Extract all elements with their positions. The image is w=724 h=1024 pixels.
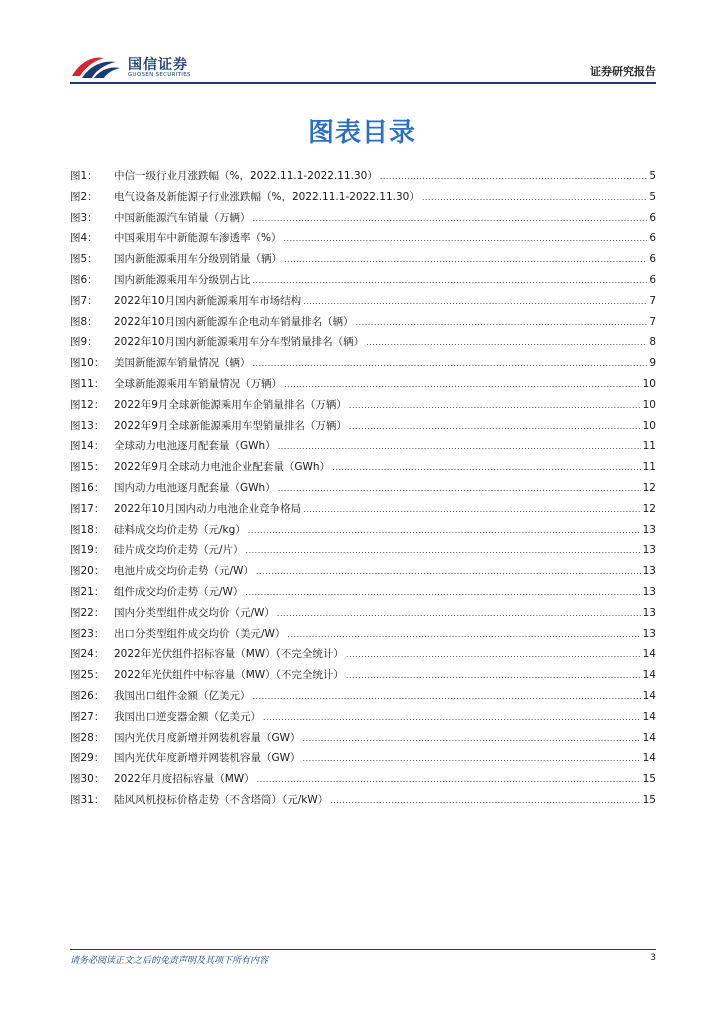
logo-chinese-name: 国信证券	[128, 57, 188, 73]
toc-entry-title: 出口分类型组件成交均价（美元/W）	[114, 627, 286, 640]
toc-leader-dots	[349, 401, 641, 410]
toc-entry-title: 国内分类型组件成交均价（元/W）	[114, 606, 275, 619]
toc-entry-page: 14	[642, 669, 656, 682]
toc-entry-title: 美国新能源车销量情况（辆）	[114, 357, 251, 370]
toc-entry-title: 2022年9月全球动力电池企业配套量（GWh）	[114, 461, 331, 474]
toc-leader-dots	[303, 754, 641, 763]
toc-entry-page: 14	[642, 648, 656, 661]
toc-leader-dots	[332, 463, 641, 472]
footer-disclaimer: 请务必阅读正文之后的免责声明及其项下所有内容	[70, 956, 269, 966]
toc-entry-number: 图30：	[70, 773, 105, 786]
toc-entry-title: 硅料成交均价走势（元/kg）	[114, 523, 246, 536]
toc-entry-page: 15	[642, 773, 656, 786]
toc-entry-page: 9	[649, 357, 656, 370]
toc-entry-title: 中国新能源汽车销量（万辆）	[114, 211, 251, 224]
toc-entry-title: 中信一级行业月涨跌幅（%，2022.11.1-2022.11.30）	[114, 170, 378, 182]
toc-entry[interactable]	[70, 501, 656, 522]
toc-entry-title: 全球新能源乘用车销量情况（万辆）	[114, 377, 282, 390]
toc-entry-page: 11	[642, 440, 656, 453]
toc-entry-page: 13	[642, 544, 656, 557]
toc-entry-number: 图15：	[70, 461, 105, 474]
toc-leader-dots	[349, 422, 641, 431]
logo-english-name: GUOSEN SECURITIES	[128, 72, 191, 78]
page-header	[70, 48, 656, 84]
toc-leader-dots	[366, 338, 647, 347]
guosen-logo	[70, 48, 210, 84]
toc-entry-page: 10	[642, 377, 656, 390]
toc-entry-number: 图6：	[70, 273, 98, 286]
toc-entry[interactable]	[70, 230, 656, 251]
toc-entry-number: 图17：	[70, 502, 105, 515]
toc-leader-dots	[346, 650, 641, 659]
toc-entry-number: 图26：	[70, 689, 105, 702]
toc-entry-page: 10	[642, 419, 656, 432]
toc-entry-number: 图3：	[70, 211, 98, 224]
toc-entry[interactable]	[70, 792, 656, 813]
toc-leader-dots	[253, 276, 648, 285]
toc-entry-number: 图12：	[70, 398, 105, 411]
toc-entry-title: 电气设备及新能源子行业涨跌幅（%，2022.11.1-2022.11.30）	[114, 190, 420, 203]
toc-entry-number: 图7：	[70, 294, 98, 307]
toc-entry-number: 图28：	[70, 731, 105, 744]
toc-entry-page: 7	[649, 315, 656, 328]
toc-entry[interactable]	[70, 730, 656, 751]
toc-entry-number: 图5：	[70, 253, 98, 266]
toc-entry-page: 14	[642, 731, 656, 744]
toc-entry[interactable]	[70, 542, 656, 563]
toc-leader-dots	[248, 526, 641, 535]
toc-entry-number: 图23：	[70, 627, 105, 640]
toc-entry[interactable]	[70, 459, 656, 480]
toc-leader-dots	[246, 546, 641, 555]
toc-entry-title: 2022年10月国内新能源车企电动车销量排名（辆）	[114, 315, 354, 328]
toc-entry-title: 全球动力电池逐月配套量（GWh）	[114, 440, 276, 453]
toc-leader-dots	[380, 172, 647, 181]
toc-entry[interactable]	[70, 584, 656, 605]
toc-entry-page: 6	[649, 253, 656, 266]
toc-leader-dots	[277, 609, 641, 618]
toc-entry-page: 14	[642, 710, 656, 723]
toc-entry-title: 我国出口组件金额（亿美元）	[114, 689, 251, 702]
toc-entry-number: 图18：	[70, 523, 105, 536]
toc-leader-dots	[356, 318, 648, 327]
toc-entry-title: 2022年月度招标容量（MW）	[114, 773, 255, 786]
toc-entry[interactable]	[70, 189, 656, 210]
toc-entry-page: 14	[642, 752, 656, 765]
toc-entry-title: 2022年9月全球新能源乘用车型销量排名（万辆）	[114, 419, 347, 432]
toc-entry-page: 13	[642, 565, 656, 578]
toc-leader-dots	[283, 234, 647, 243]
toc-entry-title: 国内新能源乘用车分级别销量（辆）	[114, 253, 282, 266]
toc-entry-title: 2022年光伏组件中标容量（MW）（不完全统计）	[114, 669, 344, 682]
toc-entry[interactable]	[70, 709, 656, 730]
toc-entry[interactable]	[70, 626, 656, 647]
toc-leader-dots	[256, 567, 641, 576]
toc-entry[interactable]	[70, 272, 656, 293]
toc-entry-title: 2022年9月全球新能源乘用车企销量排名（万辆）	[114, 398, 347, 411]
toc-leader-dots	[253, 359, 648, 368]
toc-entry[interactable]	[70, 605, 656, 626]
toc-entry-number: 图16：	[70, 481, 105, 494]
toc-entry[interactable]	[70, 293, 656, 314]
toc-entry-title: 国内新能源乘用车分级别占比	[114, 273, 251, 286]
toc-entry-number: 图1：	[70, 170, 98, 182]
toc-leader-dots	[287, 630, 640, 639]
toc-entry-title: 我国出口逆变器金额（亿美元）	[114, 710, 261, 723]
toc-entry-title: 2022年10月国内动力电池企业竞争格局	[114, 502, 302, 515]
toc-entry[interactable]	[70, 667, 656, 688]
toc-leader-dots	[278, 442, 641, 451]
toc-entry-title: 陆风风机投标价格走势（不含塔筒）（元/kW）	[114, 793, 329, 806]
toc-entry-page: 13	[642, 606, 656, 619]
toc-entry[interactable]	[70, 563, 656, 584]
toc-entry-number: 图20：	[70, 565, 105, 578]
toc-entry[interactable]	[70, 168, 656, 189]
toc-entry-page: 10	[642, 398, 656, 411]
toc-entry[interactable]	[70, 771, 656, 792]
toc-entry-number: 图24：	[70, 648, 105, 661]
report-type-label: 证券研究报告	[590, 65, 656, 78]
toc-entry-page: 13	[642, 627, 656, 640]
toc-entry-page: 7	[649, 294, 656, 307]
toc-entry-title: 2022年光伏组件招标容量（MW）（不完全统计）	[114, 648, 344, 661]
toc-entry-title: 组件成交均价走势（元/W）	[114, 585, 244, 598]
toc-entry-number: 图19：	[70, 544, 105, 557]
toc-leader-dots	[284, 255, 647, 264]
toc-entry-page: 6	[649, 273, 656, 286]
toc-leader-dots	[278, 484, 641, 493]
toc-leader-dots	[303, 505, 641, 514]
toc-leader-dots	[284, 380, 641, 389]
toc-entry-number: 图9：	[70, 336, 98, 349]
toc-entry-title: 2022年10月国内新能源乘用车分车型销量排名（辆）	[114, 336, 365, 349]
toc-entry-title: 国内光伏月度新增并网装机容量（GW）	[114, 731, 301, 744]
header-divider	[70, 82, 656, 84]
toc-entry-number: 图31：	[70, 793, 105, 806]
toc-entry[interactable]	[70, 334, 656, 355]
toc-entry[interactable]	[70, 355, 656, 376]
toc-entry-number: 图13：	[70, 419, 105, 432]
toc-entry-number: 图2：	[70, 190, 98, 203]
toc-entry-page: 13	[642, 523, 656, 536]
toc-entry-number: 图22：	[70, 606, 105, 619]
toc-entry[interactable]	[70, 480, 656, 501]
toc-entry[interactable]	[70, 314, 656, 335]
toc-entry-page: 14	[642, 689, 656, 702]
toc-entry-title: 中国乘用车中新能源车渗透率（%）	[114, 232, 282, 245]
guosen-logo-mark-icon	[70, 50, 122, 80]
toc-entry[interactable]	[70, 251, 656, 272]
toc-entry[interactable]	[70, 438, 656, 459]
toc-entry-page: 13	[642, 585, 656, 598]
toc-entry-number: 图29：	[70, 752, 105, 765]
toc-entry-number: 图10：	[70, 357, 105, 370]
toc-entry-number: 图4：	[70, 232, 98, 245]
toc-leader-dots	[422, 193, 647, 202]
page-number: 3	[650, 953, 656, 963]
toc-leader-dots	[263, 713, 641, 722]
toc-entry[interactable]	[70, 418, 656, 439]
toc-entry-title: 国内光伏年度新增并网装机容量（GW）	[114, 752, 301, 765]
toc-entry-page: 11	[642, 461, 656, 474]
toc-leader-dots	[346, 671, 641, 680]
toc-entry-page: 15	[642, 793, 656, 806]
toc-entry-number: 图14：	[70, 440, 105, 453]
page-title: 图表目录	[307, 118, 416, 148]
toc-leader-dots	[253, 214, 648, 223]
toc-entry-page: 12	[642, 502, 656, 515]
toc-entry[interactable]	[70, 688, 656, 709]
toc-entry[interactable]	[70, 397, 656, 418]
toc-entry-title: 国内动力电池逐月配套量（GWh）	[114, 481, 276, 494]
toc-entry-number: 图27：	[70, 710, 105, 723]
toc-entry[interactable]	[70, 750, 656, 771]
toc-leader-dots	[303, 734, 641, 743]
toc-entry-number: 图8：	[70, 315, 98, 328]
toc-leader-dots	[303, 297, 647, 306]
toc-entry[interactable]	[70, 210, 656, 231]
toc-entry-page: 5	[649, 170, 656, 182]
toc-entry-title: 硅片成交均价走势（元/片）	[114, 544, 244, 557]
toc-entry-number: 图25：	[70, 669, 105, 682]
toc-entry-title: 2022年10月国内新能源乘用车市场结构	[114, 294, 302, 307]
toc-entry-page: 8	[649, 336, 656, 349]
toc-entry[interactable]	[70, 376, 656, 397]
toc-leader-dots	[330, 796, 640, 805]
toc-entry-page: 5	[649, 190, 656, 203]
toc-entry-page: 6	[649, 211, 656, 224]
toc-entry-number: 图11：	[70, 377, 105, 390]
toc-entry[interactable]	[70, 522, 656, 543]
toc-entry-number: 图21：	[70, 585, 105, 598]
figure-list	[70, 168, 656, 813]
footer-divider	[70, 949, 656, 950]
toc-leader-dots	[245, 588, 640, 597]
toc-leader-dots	[253, 692, 641, 701]
toc-leader-dots	[257, 775, 641, 784]
toc-entry-page: 12	[642, 481, 656, 494]
toc-entry-title: 电池片成交均价走势（元/W）	[114, 565, 254, 578]
toc-entry-page: 6	[649, 232, 656, 245]
toc-entry[interactable]	[70, 646, 656, 667]
